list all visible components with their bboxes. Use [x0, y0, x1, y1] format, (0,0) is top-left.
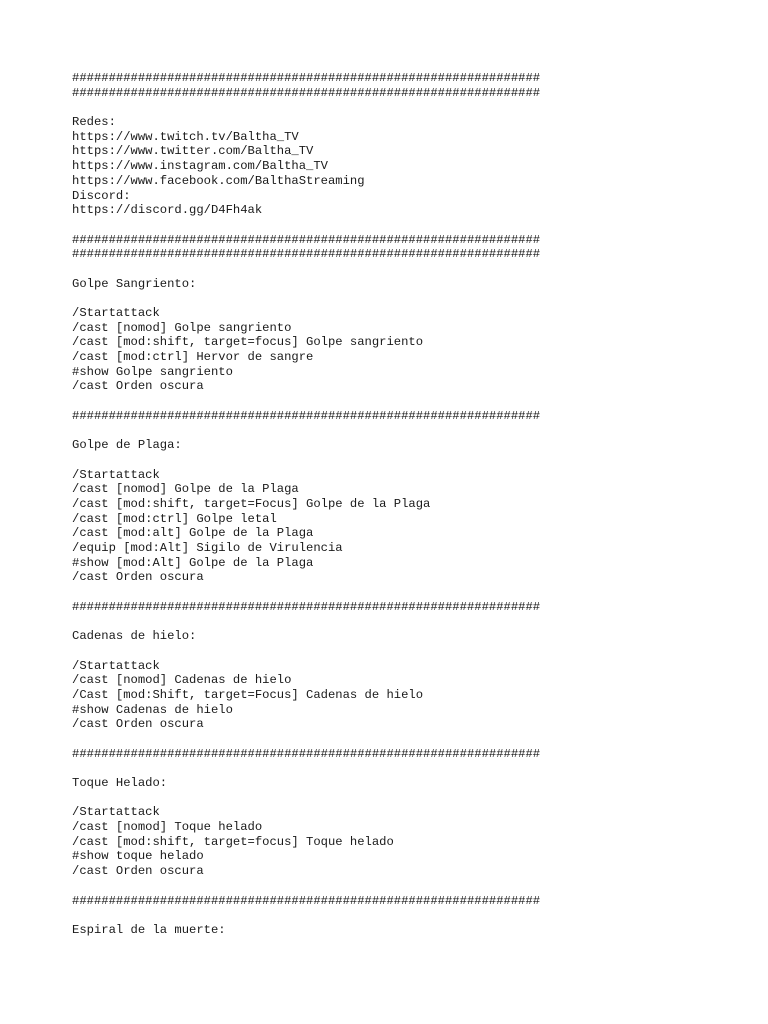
macro-line: /cast [nomod] Golpe de la Plaga	[72, 482, 299, 497]
blank-line	[72, 218, 752, 233]
separator-line: ################################################################	[72, 599, 541, 614]
macro-line: /cast Orden oscura	[72, 379, 204, 394]
link-line: https://www.facebook.com/BalthaStreaming	[72, 173, 365, 188]
separator-line: ################################################################	[72, 408, 541, 423]
link-line: https://www.instagram.com/Baltha_TV	[72, 159, 328, 174]
blank-line	[72, 761, 752, 776]
macro-line: /cast Orden oscura	[72, 570, 204, 585]
macro-line: /cast [mod:alt] Golpe de la Plaga	[72, 526, 314, 541]
blank-line	[72, 614, 752, 629]
link-line: https://discord.gg/D4Fh4ak	[72, 203, 263, 218]
separator-line: ################################################################	[72, 247, 541, 262]
macro-line: /Startattack	[72, 467, 160, 482]
section-heading: Redes:	[72, 115, 116, 130]
macro-line: /cast Orden oscura	[72, 717, 204, 732]
blank-line	[72, 453, 752, 468]
macro-line: /cast [mod:shift, target=focus] Toque helado	[72, 834, 394, 849]
separator-line: ################################################################	[72, 893, 541, 908]
blank-line	[72, 791, 752, 806]
document-page	[72, 71, 752, 938]
blank-line	[72, 732, 752, 747]
macro-line: #show [mod:Alt] Golpe de la Plaga	[72, 555, 314, 570]
section-heading: Espiral de la muerte:	[72, 922, 226, 937]
macro-line: #show Cadenas de hielo	[72, 702, 233, 717]
blank-line	[72, 100, 752, 115]
link-line: https://www.twitch.tv/Baltha_TV	[72, 129, 299, 144]
macro-line: /Startattack	[72, 805, 160, 820]
blank-line	[72, 424, 752, 439]
macro-line: /equip [mod:Alt] Sigilo de Virulencia	[72, 541, 343, 555]
macro-line: /cast [mod:ctrl] Hervor de sangre	[72, 350, 314, 365]
section-heading: Golpe de Plaga:	[72, 438, 182, 453]
macro-line: /cast [mod:shift, target=Focus] Golpe de la Plaga	[72, 496, 431, 511]
separator-line: ################################################################	[72, 71, 541, 85]
separator-line: ################################################################	[72, 232, 541, 247]
link-line: https://www.twitter.com/Baltha_TV	[72, 144, 314, 159]
section-heading: Cadenas de hielo:	[72, 629, 197, 644]
macro-line: /cast [mod:shift, target=focus] Golpe sangriento	[72, 335, 424, 350]
macro-line: /Startattack	[72, 306, 160, 320]
separator-line: ################################################################	[72, 85, 541, 100]
macro-line: /cast [nomod] Toque helado	[72, 820, 263, 835]
macro-line: /cast [nomod] Cadenas de hielo	[72, 673, 292, 688]
macro-line: /cast [nomod] Golpe sangriento	[72, 320, 292, 335]
blank-line	[72, 644, 752, 659]
blank-line	[72, 394, 752, 409]
blank-line	[72, 879, 752, 894]
blank-line	[72, 262, 752, 277]
section-heading: Discord:	[72, 188, 131, 203]
macro-line: /Startattack	[72, 658, 160, 673]
section-heading: Golpe Sangriento:	[72, 276, 197, 291]
macro-line: /Cast [mod:Shift, target=Focus] Cadenas de hielo	[72, 687, 424, 702]
macro-line: #show Golpe sangriento	[72, 364, 233, 379]
section-heading: Toque Helado:	[72, 776, 168, 790]
blank-line	[72, 291, 752, 306]
macro-line: /cast [mod:ctrl] Golpe letal	[72, 511, 277, 526]
separator-line: ################################################################	[72, 746, 541, 761]
blank-line	[72, 908, 752, 923]
macro-line: /cast Orden oscura	[72, 864, 204, 879]
blank-line	[72, 585, 752, 600]
macro-line: #show toque helado	[72, 849, 204, 864]
